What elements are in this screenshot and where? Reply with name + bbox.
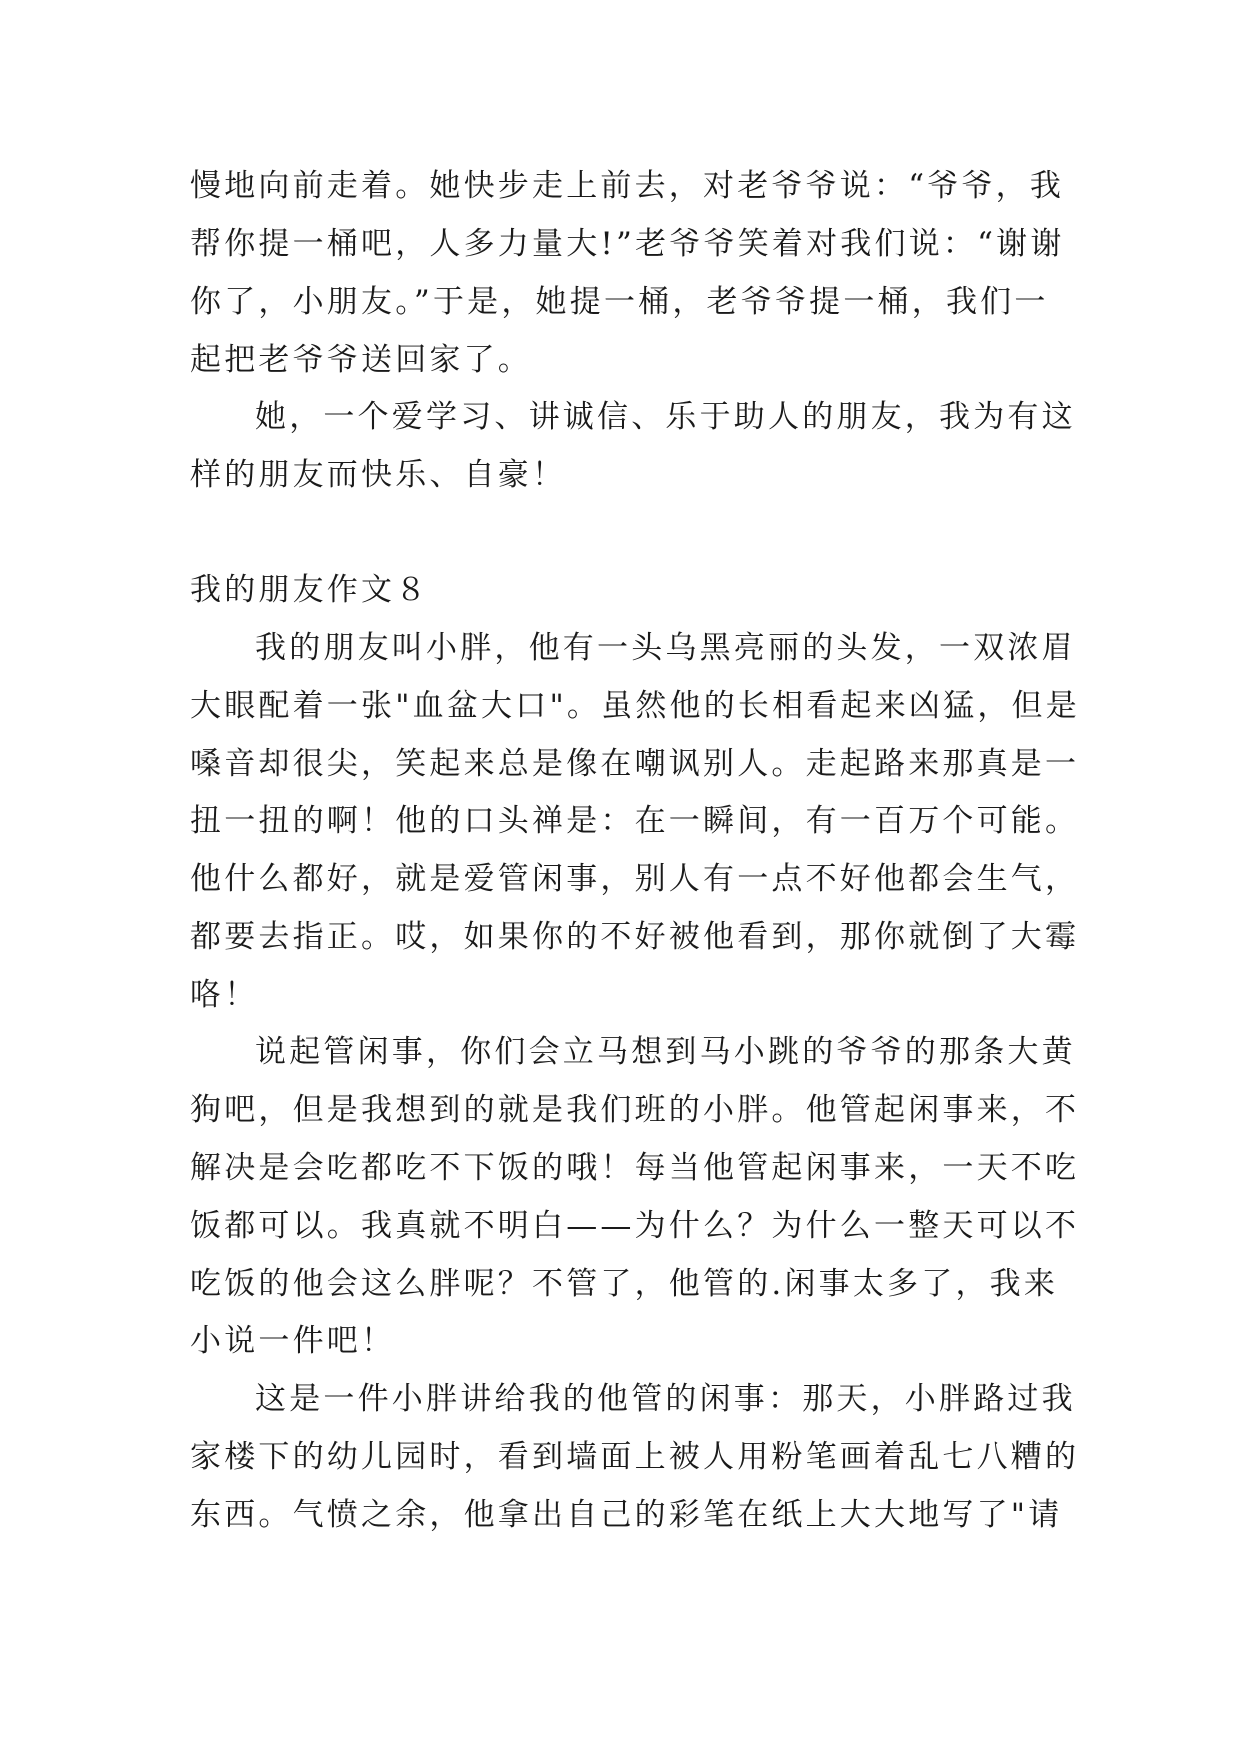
text-line: 东西。气愤之余，他拿出自己的彩笔在纸上大大地写了"请 xyxy=(190,1497,1063,1533)
text-line: 说起管闲事，你们会立马想到马小跳的爷爷的那条大黄 xyxy=(255,1034,1076,1070)
text-line: 扭一扭的啊！他的口头禅是：在一瞬间，有一百万个可能。 xyxy=(190,803,1080,839)
text-line: 咯！ xyxy=(190,977,259,1013)
text-line: 我的朋友叫小胖，他有一头乌黑亮丽的头发，一双浓眉 xyxy=(255,630,1076,666)
text-line: 都要去指正。哎，如果你的不好被他看到，那你就倒了大霉 xyxy=(190,919,1080,955)
text-line: 大眼配着一张"血盆大口"。虽然他的长相看起来凶猛，但是 xyxy=(190,688,1080,724)
text-line: 吃饭的他会这么胖呢？不管了，他管的.闲事太多了，我来 xyxy=(190,1266,1059,1302)
text-line: 样的朋友而快乐、自豪！ xyxy=(190,457,567,493)
text-line: 你了，小朋友。”于是，她提一桶，老爷爷提一桶，我们一 xyxy=(190,284,1049,320)
text-line: 小说一件吧！ xyxy=(190,1323,396,1359)
text-line: 家楼下的幼儿园时，看到墙面上被人用粉笔画着乱七八糟的 xyxy=(190,1439,1080,1475)
text-line: 帮你提一桶吧，人多力量大!”老爷爷笑着对我们说：“谢谢 xyxy=(190,226,1065,262)
text-line: 饭都可以。我真就不明白——为什么？为什么一整天可以不 xyxy=(190,1208,1080,1244)
text-line: 起把老爷爷送回家了。 xyxy=(190,342,532,378)
text-line: 她，一个爱学习、讲诚信、乐于助人的朋友，我为有这 xyxy=(255,399,1076,435)
text-line: 他什么都好，就是爱管闲事，别人有一点不好他都会生气， xyxy=(190,861,1080,897)
section-title: 我的朋友作文８ xyxy=(190,572,430,608)
text-line: 这是一件小胖讲给我的他管的闲事：那天，小胖路过我 xyxy=(255,1381,1076,1417)
text-line: 嗓音却很尖，笑起来总是像在嘲讽别人。走起路来那真是一 xyxy=(190,746,1080,782)
text-line: 慢地向前走着。她快步走上前去，对老爷爷说：“爷爷，我 xyxy=(190,168,1065,204)
text-line: 狗吧，但是我想到的就是我们班的小胖。他管起闲事来，不 xyxy=(190,1092,1080,1128)
text-line: 解决是会吃都吃不下饭的哦！每当他管起闲事来，一天不吃 xyxy=(190,1150,1080,1186)
